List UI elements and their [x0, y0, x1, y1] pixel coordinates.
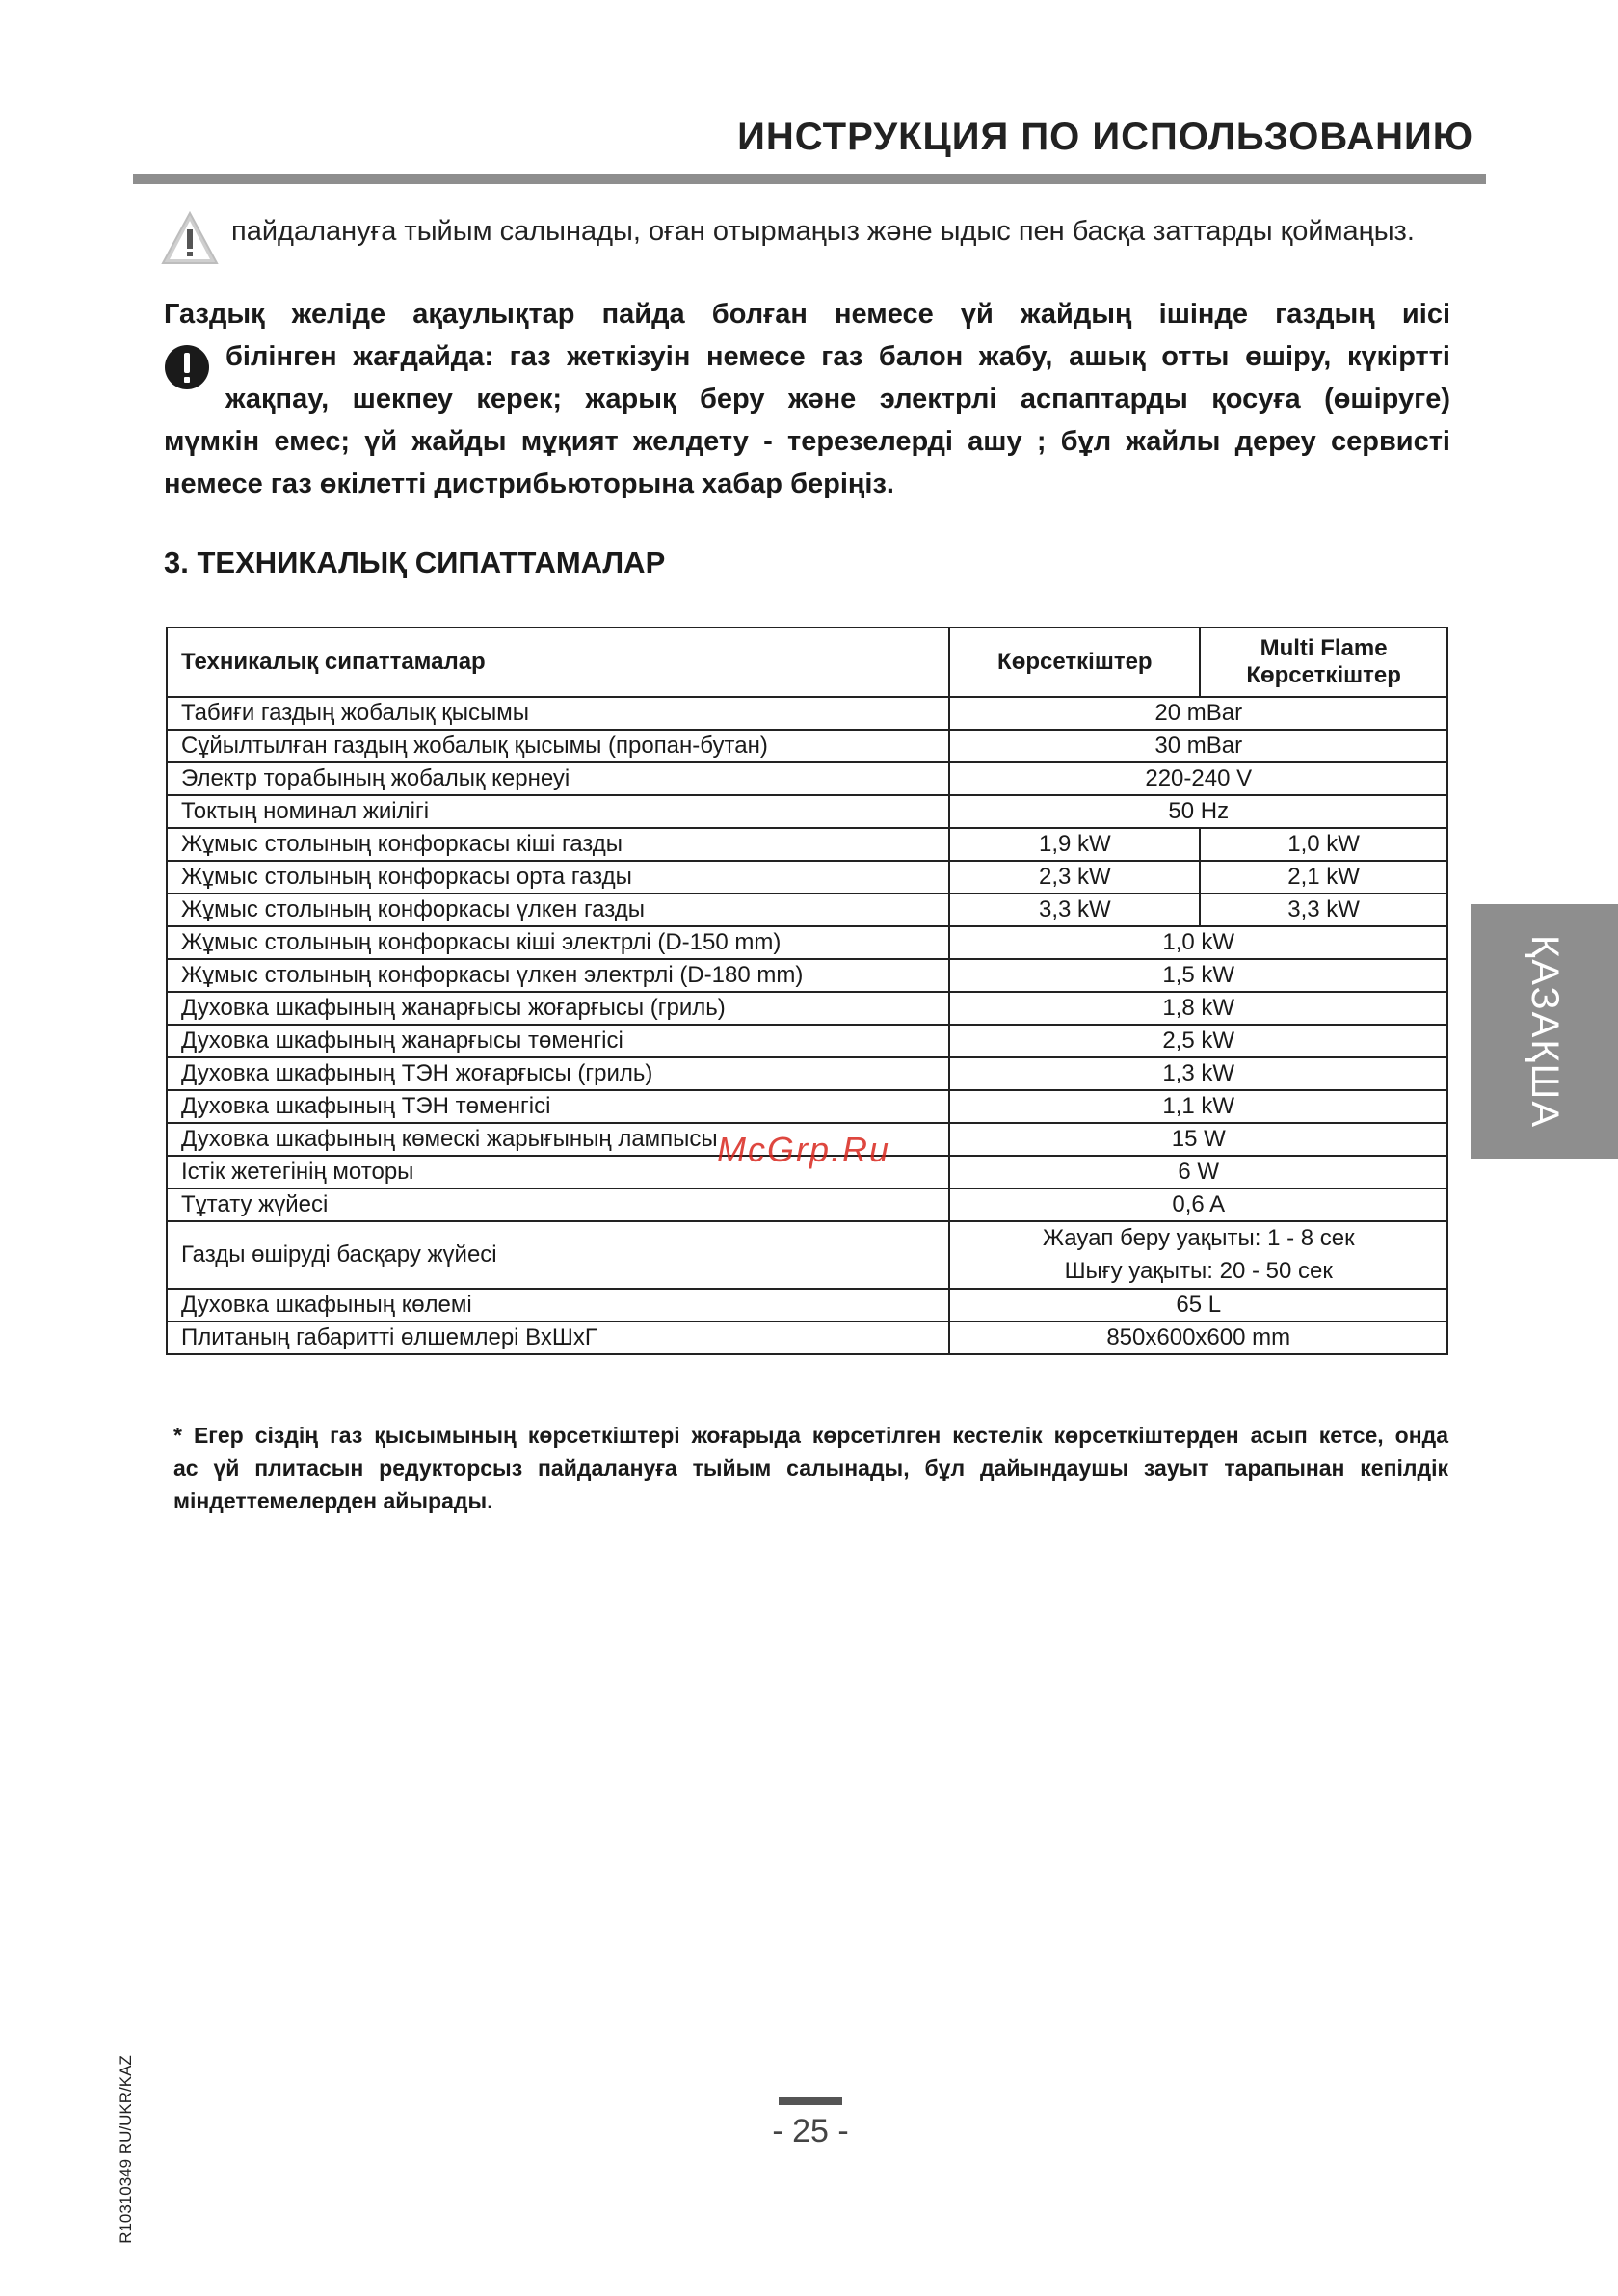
table-row	[167, 1090, 1447, 1123]
row-label: Тұтату жүйесі	[167, 1188, 949, 1221]
row-label: Жұмыс столының конфоркасы орта газды	[167, 861, 949, 894]
table-row	[167, 992, 1447, 1025]
table-row	[167, 926, 1447, 959]
page-header-title: ИНСТРУКЦИЯ ПО ИСПОЛЬЗОВАНИЮ	[737, 116, 1473, 158]
warning-text: пайдалануға тыйым салынады, оған отырмаңыз және ыдыс пен басқа заттарды қоймаңыз.	[231, 216, 1415, 247]
table-header-multiflame-line1: Multi Flame	[1260, 635, 1388, 661]
row-label: Жұмыс столының конфоркасы кіші газды	[167, 828, 949, 861]
language-side-tab-label: ҚАЗАҚША	[1524, 934, 1567, 1129]
table-header-characteristic: Техникалық сипаттамалар	[167, 627, 949, 697]
table-row	[167, 1188, 1447, 1221]
table-row	[167, 1322, 1447, 1354]
row-value	[949, 1221, 1447, 1289]
footnote-line: міндеттемелерден айырады.	[173, 1488, 493, 1513]
gas-leak-instructions	[164, 293, 1450, 505]
table-row	[167, 828, 1447, 861]
table-row	[167, 795, 1447, 828]
row-value: 30 mBar	[949, 730, 1447, 762]
table-row	[167, 861, 1447, 894]
watermark: McGrp.Ru	[717, 1130, 891, 1169]
row-value-line: Жауап беру уақыты: 1 - 8 сек	[1042, 1225, 1355, 1251]
row-label: Токтың номинал жиілігі	[167, 795, 949, 828]
row-value-line: Шығу уақыты: 20 - 50 сек	[1064, 1258, 1333, 1284]
gas-leak-line: мүмкін емес; үй жайды мұқият желдету - терезелерді ашу ; бұл жайлы дереу сервисті	[164, 426, 1450, 457]
row-label: Істік жетегінің моторы	[167, 1156, 949, 1188]
row-label: Духовка шкафының көлемі	[167, 1289, 949, 1322]
footnote	[173, 1419, 1448, 1517]
warning-triangle-icon	[160, 210, 220, 266]
specs-table	[166, 627, 1448, 1355]
gas-leak-line: жақпау, шекпеу керек; жарық беру және электрлі аспаптарды қосуға (өшіруге)	[225, 384, 1450, 414]
table-row	[167, 730, 1447, 762]
gas-leak-line: немесе газ өкілетті дистрибьюторына хабар беріңіз.	[164, 468, 894, 499]
table-header-row	[167, 627, 1447, 697]
row-value-multiflame: 3,3 kW	[1200, 894, 1447, 926]
row-label: Плитаның габаритті өлшемлері ВхШхГ	[167, 1322, 949, 1354]
table-header-multiflame	[1200, 627, 1447, 697]
row-value: 1,3 kW	[949, 1057, 1447, 1090]
table-row	[167, 1025, 1447, 1057]
row-value: 1,8 kW	[949, 992, 1447, 1025]
row-label: Духовка шкафының ТЭН төменгісі	[167, 1090, 949, 1123]
row-value: 1,0 kW	[949, 926, 1447, 959]
row-label: Газды өшіруді басқару жүйесі	[167, 1221, 949, 1289]
row-value: 0,6 A	[949, 1188, 1447, 1221]
row-value: 65 L	[949, 1289, 1447, 1322]
language-side-tab	[1471, 904, 1618, 1159]
row-value: 1,5 kW	[949, 959, 1447, 992]
gas-leak-line: білінген жағдайда: газ жеткізуін немесе газ балон жабу, ашық отты өшіру, күкіртті	[225, 341, 1450, 372]
row-value: 1,1 kW	[949, 1090, 1447, 1123]
row-value: 2,3 kW	[949, 861, 1200, 894]
row-value-multiflame: 2,1 kW	[1200, 861, 1447, 894]
row-label: Духовка шкафының жанарғысы жоғарғысы (гриль)	[167, 992, 949, 1025]
table-row	[167, 959, 1447, 992]
row-value: 850x600x600 mm	[949, 1322, 1447, 1354]
table-header-multiflame-line2: Көрсеткіштер	[1246, 662, 1401, 688]
row-label: Жұмыс столының конфоркасы үлкен газды	[167, 894, 949, 926]
gas-leak-line: Газдық желіде ақаулықтар пайда болған немесе үй жайдың ішінде газдың иісі	[164, 299, 1450, 330]
row-value: 6 W	[949, 1156, 1447, 1188]
footnote-line: * Егер сіздің газ қысымының көрсеткіштері жоғарыда көрсетілген кестелік көрсеткіштерден асып кетсе, онда	[173, 1423, 1448, 1448]
table-header-values: Көрсеткіштер	[949, 627, 1200, 697]
table-row	[167, 1289, 1447, 1322]
table-row	[167, 762, 1447, 795]
row-value: 2,5 kW	[949, 1025, 1447, 1057]
row-label: Духовка шкафының көмескі жарығының лампысы	[167, 1123, 949, 1156]
footnote-line: ас үй плитасын редукторсыз пайдалануға тыйым салынады, бұл дайындаушы зауыт тарапынан кепілдік	[173, 1455, 1448, 1481]
row-label: Электр торабының жобалық кернеуі	[167, 762, 949, 795]
table-row	[167, 1221, 1447, 1289]
table-row	[167, 697, 1447, 730]
row-label: Жұмыс столының конфоркасы кіші электрлі (D-150 mm)	[167, 926, 949, 959]
document-code-text: R10310349 RU/UKR/KAZ	[117, 2055, 135, 2244]
row-value-multiflame: 1,0 kW	[1200, 828, 1447, 861]
row-label: Табиғи газдың жобалық қысымы	[167, 697, 949, 730]
table-row	[167, 894, 1447, 926]
row-label: Сұйылтылған газдың жобалық қысымы (пропан-бутан)	[167, 730, 949, 762]
row-value: 1,9 kW	[949, 828, 1200, 861]
table-row	[167, 1057, 1447, 1090]
page-number-bar	[779, 2097, 842, 2105]
row-value: 3,3 kW	[949, 894, 1200, 926]
row-value: 50 Hz	[949, 795, 1447, 828]
page-number: - 25 -	[772, 2113, 849, 2149]
row-value: 220-240 V	[949, 762, 1447, 795]
row-value: 20 mBar	[949, 697, 1447, 730]
header-divider	[133, 174, 1486, 184]
section-title: 3. ТЕХНИКАЛЫҚ СИПАТТАМАЛАР	[164, 546, 666, 579]
row-label: Жұмыс столының конфоркасы үлкен электрлі (D-180 mm)	[167, 959, 949, 992]
row-label: Духовка шкафының ТЭН жоғарғысы (гриль)	[167, 1057, 949, 1090]
row-label: Духовка шкафының жанарғысы төменгісі	[167, 1025, 949, 1057]
row-value: 15 W	[949, 1123, 1447, 1156]
document-code	[112, 2053, 141, 2246]
